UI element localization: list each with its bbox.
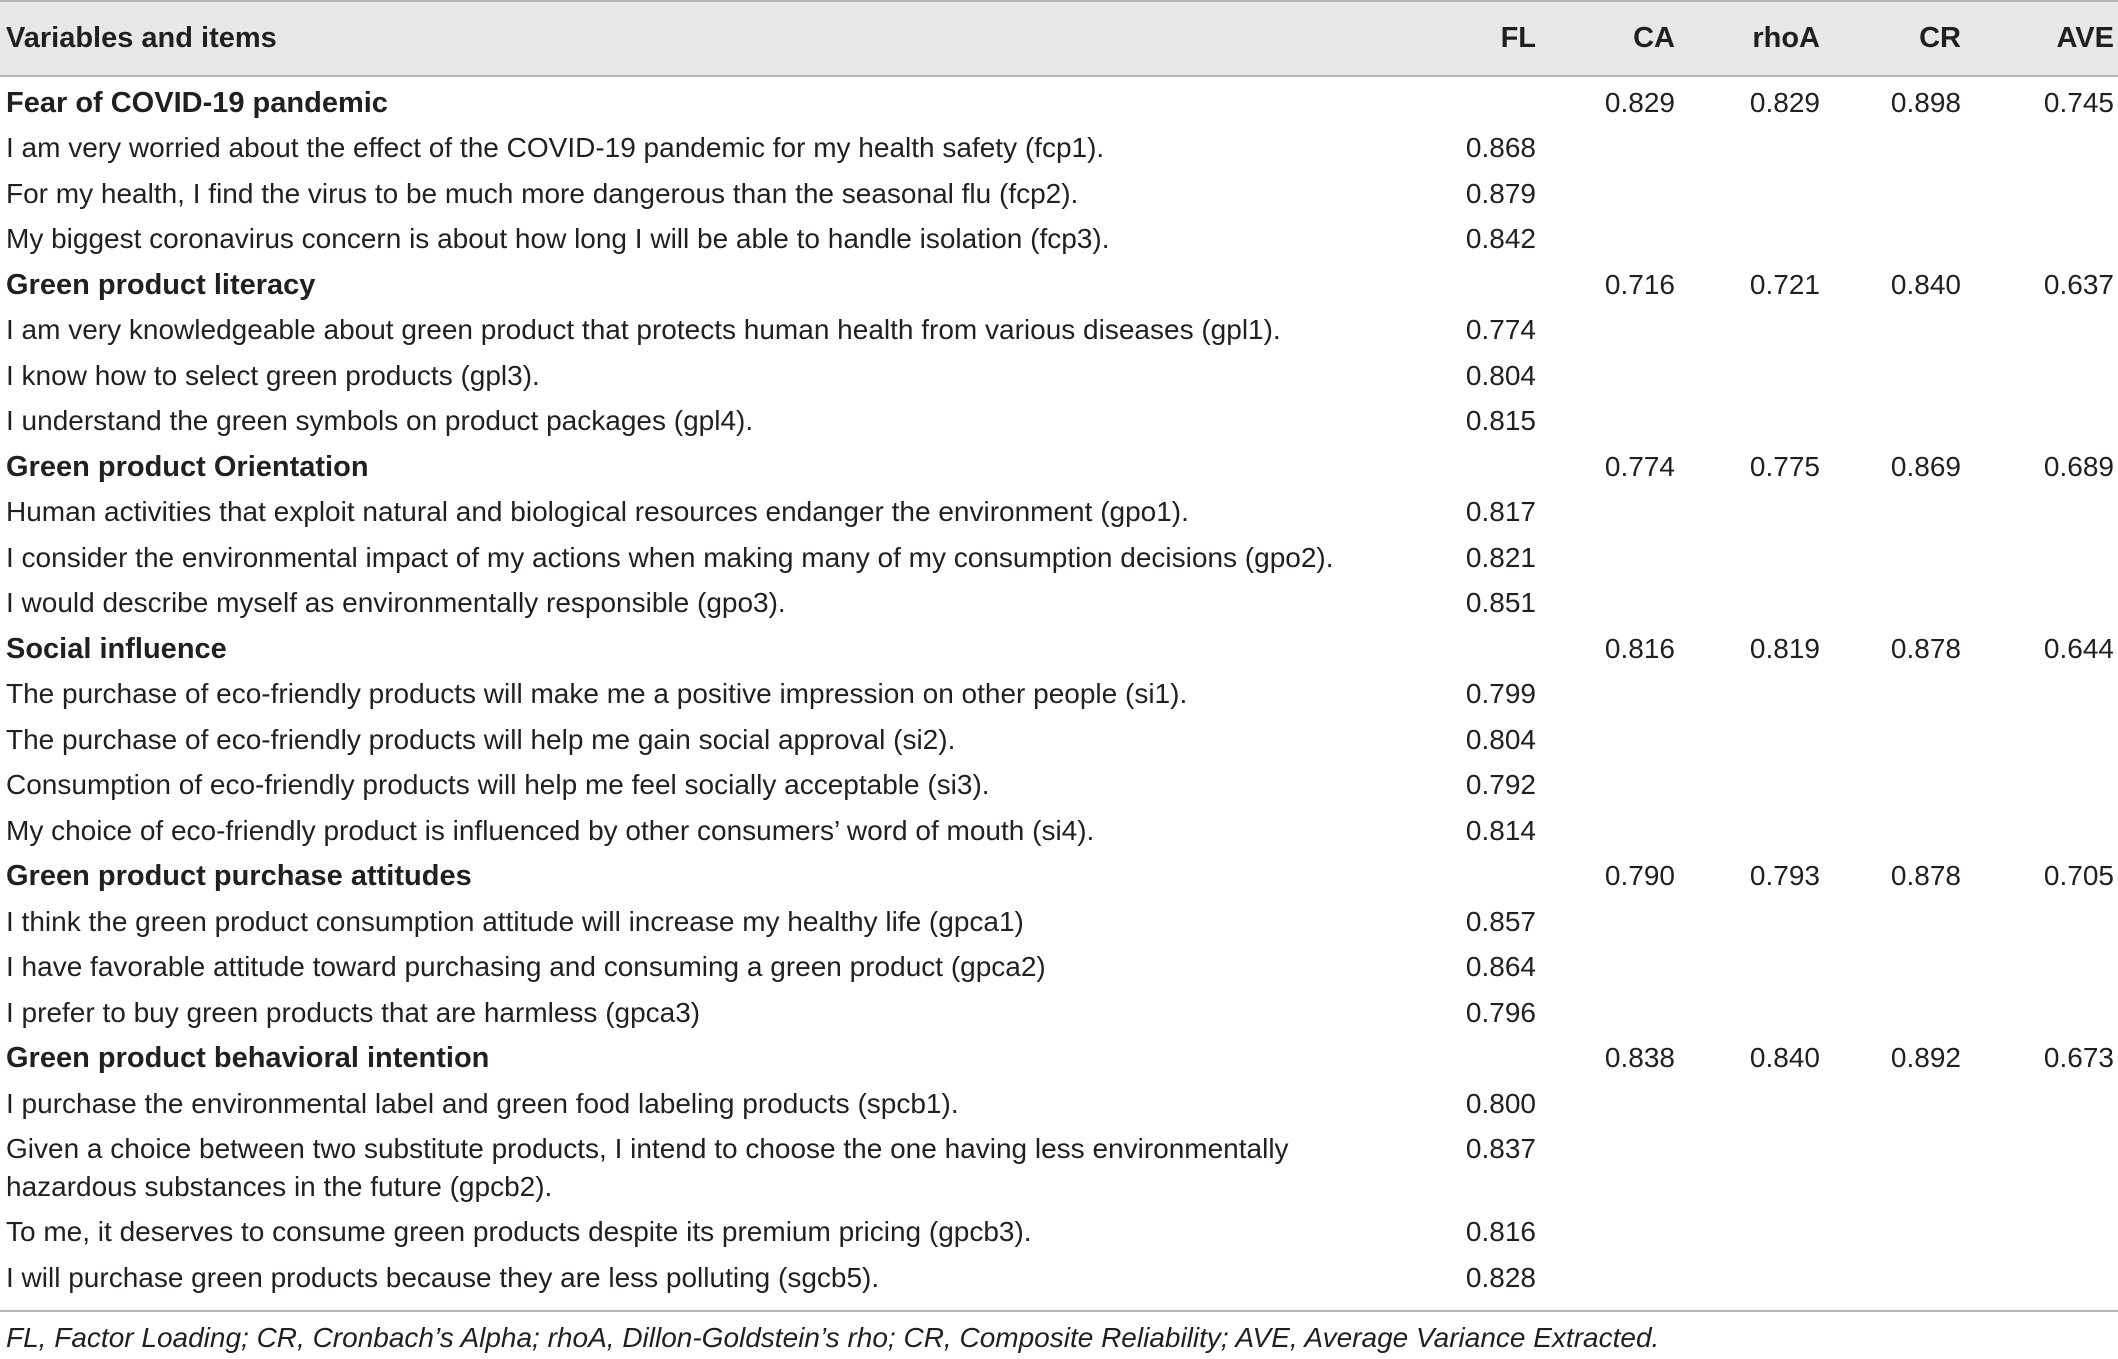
item-cell — [0, 395, 1400, 441]
group-cr: 0.878 — [1890, 632, 1961, 664]
item-fl: 0.796 — [1465, 996, 1536, 1028]
item-empty-cell — [1983, 759, 2118, 805]
item-fl: 0.837 — [1465, 1133, 1536, 1164]
item-empty-cell — [1983, 1252, 2118, 1298]
item-empty-cell — [1550, 213, 1695, 259]
item-row — [0, 1078, 2118, 1124]
item-empty-cell — [1840, 1078, 1983, 1124]
group-ave: 0.673 — [2043, 1042, 2114, 1073]
item-empty-cell — [1983, 395, 2118, 441]
group-row — [0, 850, 2118, 896]
group-ca: 0.816 — [1604, 632, 1675, 664]
group-fl-empty — [1400, 76, 1550, 122]
item-empty-cell — [1550, 486, 1695, 532]
item-text: I know how to select green products (gpl3). — [6, 359, 540, 391]
group-name: Green product purchase attitudes — [6, 860, 472, 892]
group-row — [0, 259, 2118, 305]
item-text: My choice of eco-friendly product is influenced by other consumers’ word of mouth (si4). — [6, 814, 1095, 846]
item-empty-cell — [1840, 1123, 1983, 1206]
group-name: Green product behavioral intention — [6, 1042, 490, 1074]
item-empty-cell — [1695, 532, 1840, 578]
table-footnote: FL, Factor Loading; CR, Cronbach’s Alpha; rhoA, Dillon-Goldstein’s rho; CR, Composite Reliability; AVE, Average Variance Extracted. — [6, 1322, 1660, 1353]
item-row — [0, 1252, 2118, 1298]
item-row — [0, 805, 2118, 851]
item-empty-cell — [1983, 213, 2118, 259]
item-fl: 0.868 — [1465, 132, 1536, 163]
item-empty-cell — [1840, 486, 1983, 532]
item-cell — [0, 577, 1400, 623]
item-cell — [0, 1123, 1400, 1206]
item-row — [0, 668, 2118, 714]
item-cell — [0, 1206, 1400, 1252]
item-empty-cell — [1695, 304, 1840, 350]
item-empty-cell — [1695, 1078, 1840, 1124]
item-row — [0, 1206, 2118, 1252]
item-fl: 0.879 — [1465, 177, 1536, 209]
item-empty-cell — [1695, 577, 1840, 623]
item-empty-cell — [1983, 668, 2118, 714]
item-empty-cell — [1695, 1206, 1840, 1252]
item-cell — [0, 168, 1400, 214]
header-ave: AVE — [1983, 1, 2118, 76]
item-row — [0, 168, 2118, 214]
item-cell — [0, 941, 1400, 987]
item-empty-cell — [1840, 714, 1983, 760]
item-empty-cell — [1983, 577, 2118, 623]
group-rhoa: 0.829 — [1749, 87, 1820, 118]
item-empty-cell — [1983, 1078, 2118, 1124]
item-empty-cell — [1983, 122, 2118, 168]
item-text: I am very worried about the effect of the COVID-19 pandemic for my health safety (fcp1). — [6, 132, 1105, 163]
item-empty-cell — [1550, 668, 1695, 714]
item-empty-cell — [1695, 350, 1840, 396]
item-empty-cell — [1695, 759, 1840, 805]
item-fl: 0.842 — [1465, 223, 1536, 254]
item-fl: 0.814 — [1465, 814, 1536, 846]
item-empty-cell — [1550, 304, 1695, 350]
item-fl: 0.817 — [1465, 496, 1536, 527]
item-text: Consumption of eco-friendly products will help me feel socially acceptable (si3). — [6, 769, 990, 800]
item-empty-cell — [1550, 1206, 1695, 1252]
item-empty-cell — [1695, 395, 1840, 441]
item-text: I purchase the environmental label and green food labeling products (spcb1). — [6, 1087, 959, 1119]
group-cr: 0.892 — [1890, 1042, 1961, 1073]
item-empty-cell — [1983, 1206, 2118, 1252]
item-empty-cell — [1550, 896, 1695, 942]
item-text: The purchase of eco-friendly products will help me gain social approval (si2). — [6, 723, 956, 755]
item-empty-cell — [1550, 941, 1695, 987]
group-fl-empty — [1400, 259, 1550, 305]
item-text: I prefer to buy green products that are harmless (gpca3) — [6, 996, 701, 1028]
group-rhoa: 0.840 — [1749, 1042, 1820, 1073]
item-empty-cell — [1983, 168, 2118, 214]
item-row — [0, 532, 2118, 578]
item-empty-cell — [1695, 122, 1840, 168]
item-empty-cell — [1983, 941, 2118, 987]
header-variables-items: Variables and items — [0, 1, 1400, 76]
item-empty-cell — [1840, 350, 1983, 396]
item-empty-cell — [1840, 668, 1983, 714]
item-empty-cell — [1550, 1123, 1695, 1206]
item-empty-cell — [1983, 1123, 2118, 1206]
item-text: I have favorable attitude toward purchasing and consuming a green product (gpca2) — [6, 951, 1046, 982]
group-cr: 0.840 — [1890, 268, 1961, 300]
item-row — [0, 987, 2118, 1033]
item-fl: 0.821 — [1465, 541, 1536, 573]
item-cell — [0, 805, 1400, 851]
item-empty-cell — [1983, 486, 2118, 532]
item-cell — [0, 532, 1400, 578]
item-empty-cell — [1840, 1252, 1983, 1298]
group-row — [0, 76, 2118, 122]
item-fl: 0.804 — [1465, 723, 1536, 755]
item-empty-cell — [1840, 213, 1983, 259]
item-cell — [0, 213, 1400, 259]
item-empty-cell — [1550, 168, 1695, 214]
group-ca: 0.829 — [1604, 87, 1675, 118]
item-fl: 0.864 — [1465, 951, 1536, 982]
item-empty-cell — [1983, 987, 2118, 1033]
item-row — [0, 213, 2118, 259]
group-ca: 0.774 — [1604, 450, 1675, 482]
item-text: I am very knowledgeable about green product that protects human health from various diseases (gpl1). — [6, 314, 1281, 345]
item-cell — [0, 714, 1400, 760]
item-row — [0, 304, 2118, 350]
item-text: Given a choice between two substitute products, I intend to choose the one having less environmentally hazardous substances in the future (gpcb2). — [6, 1133, 1289, 1202]
item-empty-cell — [1550, 759, 1695, 805]
item-fl: 0.828 — [1465, 1261, 1536, 1293]
item-empty-cell — [1840, 532, 1983, 578]
item-empty-cell — [1840, 941, 1983, 987]
item-row — [0, 1123, 2118, 1206]
item-text: I would describe myself as environmentally responsible (gpo3). — [6, 587, 786, 618]
item-text: The purchase of eco-friendly products will make me a positive impression on other people (si1). — [6, 678, 1188, 709]
group-ca: 0.838 — [1604, 1042, 1675, 1073]
item-text: My biggest coronavirus concern is about how long I will be able to handle isolation (fcp3). — [6, 223, 1110, 254]
item-fl: 0.857 — [1465, 905, 1536, 937]
item-empty-cell — [1695, 213, 1840, 259]
group-ave: 0.689 — [2043, 450, 2114, 482]
item-text: I understand the green symbols on product packages (gpl4). — [6, 405, 754, 436]
group-fl-empty — [1400, 850, 1550, 896]
group-fl-empty — [1400, 441, 1550, 487]
group-ave: 0.745 — [2043, 87, 2114, 118]
item-fl: 0.799 — [1465, 678, 1536, 709]
item-text: I consider the environmental impact of my actions when making many of my consumption decisions (gpo2). — [6, 541, 1334, 573]
item-empty-cell — [1840, 122, 1983, 168]
group-fl-empty — [1400, 1032, 1550, 1078]
group-row — [0, 441, 2118, 487]
group-ave: 0.637 — [2043, 268, 2114, 300]
item-cell — [0, 1078, 1400, 1124]
item-fl: 0.815 — [1465, 405, 1536, 436]
item-cell — [0, 350, 1400, 396]
item-empty-cell — [1840, 805, 1983, 851]
item-row — [0, 896, 2118, 942]
group-ca: 0.790 — [1604, 860, 1675, 891]
item-empty-cell — [1550, 395, 1695, 441]
item-empty-cell — [1550, 577, 1695, 623]
group-fl-empty — [1400, 623, 1550, 669]
item-row — [0, 122, 2118, 168]
item-row — [0, 714, 2118, 760]
item-empty-cell — [1695, 1123, 1840, 1206]
item-empty-cell — [1840, 759, 1983, 805]
item-empty-cell — [1840, 1206, 1983, 1252]
item-empty-cell — [1695, 941, 1840, 987]
group-rhoa: 0.775 — [1749, 450, 1820, 482]
item-empty-cell — [1983, 304, 2118, 350]
header-cr: CR — [1840, 1, 1983, 76]
item-empty-cell — [1695, 805, 1840, 851]
table-header — [0, 1, 2118, 76]
item-fl: 0.774 — [1465, 314, 1536, 345]
item-cell — [0, 304, 1400, 350]
item-empty-cell — [1983, 714, 2118, 760]
item-empty-cell — [1840, 395, 1983, 441]
group-cr: 0.898 — [1890, 87, 1961, 118]
item-fl: 0.792 — [1465, 769, 1536, 800]
item-fl: 0.804 — [1465, 359, 1536, 391]
item-row — [0, 395, 2118, 441]
item-empty-cell — [1840, 304, 1983, 350]
group-rhoa: 0.793 — [1749, 860, 1820, 891]
item-empty-cell — [1695, 987, 1840, 1033]
item-empty-cell — [1840, 168, 1983, 214]
item-text: For my health, I find the virus to be much more dangerous than the seasonal flu (fcp2). — [6, 177, 1079, 209]
item-empty-cell — [1695, 714, 1840, 760]
item-empty-cell — [1550, 350, 1695, 396]
item-empty-cell — [1840, 896, 1983, 942]
item-cell — [0, 1252, 1400, 1298]
item-empty-cell — [1550, 1252, 1695, 1298]
item-empty-cell — [1840, 577, 1983, 623]
item-fl: 0.851 — [1465, 587, 1536, 618]
table-bottom-rule — [0, 1310, 2118, 1312]
item-text: To me, it deserves to consume green products despite its premium pricing (gpcb3). — [6, 1216, 1032, 1247]
item-empty-cell — [1983, 896, 2118, 942]
group-ave: 0.644 — [2043, 632, 2114, 664]
item-empty-cell — [1550, 122, 1695, 168]
group-name: Green product literacy — [6, 268, 316, 301]
item-empty-cell — [1840, 987, 1983, 1033]
item-empty-cell — [1695, 1252, 1840, 1298]
header-fl: FL — [1400, 1, 1550, 76]
item-row — [0, 350, 2118, 396]
item-row — [0, 759, 2118, 805]
group-row — [0, 1032, 2118, 1078]
group-cr: 0.878 — [1890, 860, 1961, 891]
item-empty-cell — [1695, 168, 1840, 214]
item-cell — [0, 668, 1400, 714]
group-ave: 0.705 — [2043, 860, 2114, 891]
header-ca: CA — [1550, 1, 1695, 76]
group-cr: 0.869 — [1890, 450, 1961, 482]
item-cell — [0, 486, 1400, 532]
item-empty-cell — [1550, 987, 1695, 1033]
item-fl: 0.816 — [1465, 1216, 1536, 1247]
item-empty-cell — [1550, 714, 1695, 760]
item-text: I think the green product consumption attitude will increase my healthy life (gpca1) — [6, 905, 1024, 937]
item-row — [0, 486, 2118, 532]
item-empty-cell — [1695, 486, 1840, 532]
item-fl: 0.800 — [1465, 1087, 1536, 1119]
item-cell — [0, 987, 1400, 1033]
header-rhoa: rhoA — [1695, 1, 1840, 76]
group-name: Fear of COVID-19 pandemic — [6, 87, 388, 119]
header-row — [0, 1, 2118, 76]
item-empty-cell — [1983, 805, 2118, 851]
group-rhoa: 0.819 — [1749, 632, 1820, 664]
item-row — [0, 577, 2118, 623]
item-cell — [0, 759, 1400, 805]
item-empty-cell — [1550, 1078, 1695, 1124]
group-ca: 0.716 — [1604, 268, 1675, 300]
group-row — [0, 623, 2118, 669]
item-empty-cell — [1983, 350, 2118, 396]
item-text: Human activities that exploit natural and biological resources endanger the environment (gpo1). — [6, 496, 1189, 527]
group-name: Social influence — [6, 632, 227, 665]
item-empty-cell — [1695, 896, 1840, 942]
group-name: Green product Orientation — [6, 450, 369, 483]
table-body — [0, 76, 2118, 1297]
item-empty-cell — [1550, 532, 1695, 578]
item-empty-cell — [1983, 532, 2118, 578]
item-empty-cell — [1695, 668, 1840, 714]
item-row — [0, 941, 2118, 987]
group-rhoa: 0.721 — [1749, 268, 1820, 300]
item-text: I will purchase green products because they are less polluting (sgcb5). — [6, 1261, 880, 1293]
item-empty-cell — [1550, 805, 1695, 851]
item-cell — [0, 122, 1400, 168]
item-cell — [0, 896, 1400, 942]
